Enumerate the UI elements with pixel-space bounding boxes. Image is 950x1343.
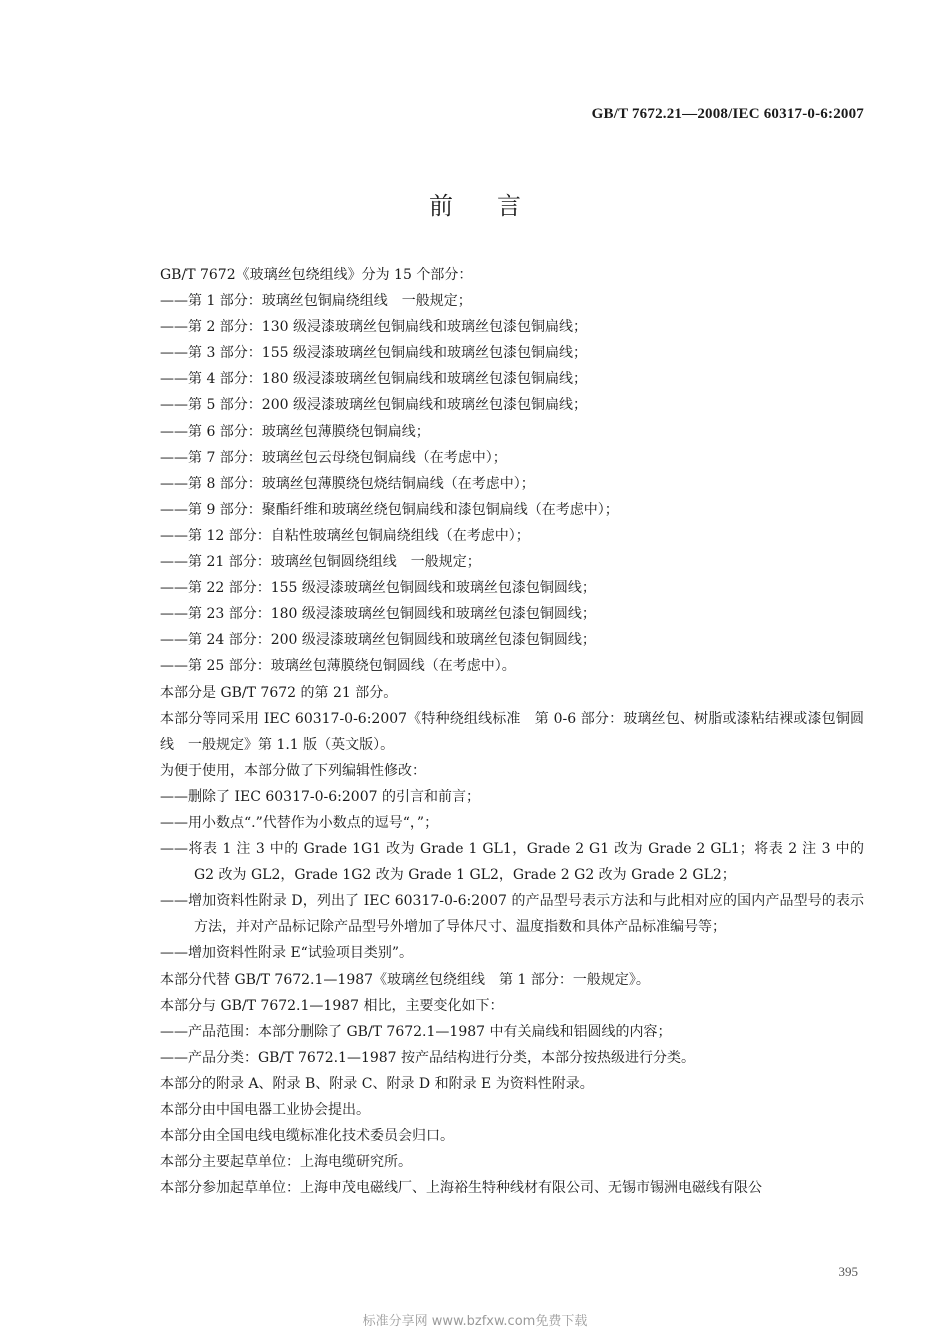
paragraph: 本部分的附录 A、附录 B、附录 C、附录 D 和附录 E 为资料性附录。: [160, 1075, 594, 1092]
list-item: ——删除了 IEC 60317-0-6:2007 的引言和前言；: [160, 788, 480, 805]
list-item: ——第 1 部分：玻璃丝包铜扁绕组线 一般规定；: [160, 293, 472, 310]
list-item: ——将表 1 注 3 中的 Grade 1G1 改为 Grade 1 GL1，Grade 2 G1 改为 Grade 2 GL1；将表 2 注 3 中的 G2 改为 GL2，Grade 1G2 改为 Grade 1 GL2，Grade 2 G2 改为 Grade 2 GL2；: [160, 841, 864, 884]
list-item: ——第 5 部分：200 级浸漆玻璃丝包铜扁线和玻璃丝包漆包铜扁线；: [160, 397, 587, 414]
list-item: ——第 7 部分：玻璃丝包云母绕包铜扁线（在考虑中）；: [160, 449, 507, 466]
paragraph: 为便于使用，本部分做了下列编辑性修改：: [160, 762, 426, 779]
paragraph: 本部分主要起草单位：上海电缆研究所。: [160, 1154, 412, 1171]
list-item: ——第 9 部分：聚酯纤维和玻璃丝绕包铜扁线和漆包铜扁线（在考虑中）；: [160, 501, 619, 518]
paragraph: 本部分是 GB/T 7672 的第 21 部分。: [160, 684, 398, 701]
list-item: ——第 3 部分：155 级浸漆玻璃丝包铜扁线和玻璃丝包漆包铜扁线；: [160, 345, 587, 362]
list-item: ——第 21 部分：玻璃丝包铜圆绕组线 一般规定；: [160, 554, 481, 571]
watermark: 标准分享网 www.bzfxw.com免费下载: [362, 1314, 588, 1329]
list-item: ——第 22 部分：155 级浸漆玻璃丝包铜圆线和玻璃丝包漆包铜圆线；: [160, 580, 596, 597]
paragraph: 本部分等同采用 IEC 60317-0-6:2007《特种绕组线标准 第 0-6 部分：玻璃丝包、树脂或漆粘结裸或漆包铜圆线 一般规定》第 1.1 版（英文版）。: [160, 710, 864, 753]
list-item: ——增加资料性附录 D，列出了 IEC 60317-0-6:2007 的产品型号表示方法和与此相对应的国内产品型号的表示方法，并对产品标记除产品型号外增加了导体尺寸、温度指数和具体产品标准编号等；: [160, 893, 864, 936]
paragraph: 本部分由中国电器工业协会提出。: [160, 1102, 370, 1118]
list-item: ——第 4 部分：180 级浸漆玻璃丝包铜扁线和玻璃丝包漆包铜扁线；: [160, 371, 587, 388]
paragraph: 本部分与 GB/T 7672.1—1987 相比，主要变化如下：: [160, 997, 504, 1014]
list-item: ——第 2 部分：130 级浸漆玻璃丝包铜扁线和玻璃丝包漆包铜扁线；: [160, 319, 587, 336]
intro-line: GB/T 7672《玻璃丝包绕组线》分为 15 个部分：: [160, 267, 473, 283]
page-title: 前言: [429, 192, 565, 220]
list-item: ——产品范围：本部分删除了 GB/T 7672.1—1987 中有关扁线和铝圆线的内容；: [160, 1023, 672, 1040]
paragraph: 本部分参加起草单位：上海申茂电磁线厂、上海裕生特种线材有限公司、无锡市锡洲电磁线有限公: [160, 1180, 762, 1197]
paragraph: 本部分代替 GB/T 7672.1—1987《玻璃丝包绕组线 第 1 部分：一般规定》。: [160, 971, 650, 988]
list-item: ——产品分类：GB/T 7672.1—1987 按产品结构进行分类，本部分按热级进行分类。: [160, 1049, 696, 1066]
list-item: ——用小数点“.”代替作为小数点的逗号“，”；: [160, 814, 439, 831]
list-item: ——第 12 部分：自粘性玻璃丝包铜扁绕组线（在考虑中）；: [160, 527, 530, 544]
list-item: ——第 25 部分：玻璃丝包薄膜绕包铜圆线（在考虑中）。: [160, 658, 516, 675]
standard-number-header: GB/T 7672.21—2008/IEC 60317-0-6:2007: [591, 106, 864, 122]
document-body: [160, 262, 864, 1201]
page-number: 395: [838, 1264, 858, 1279]
list-item: ——第 6 部分：玻璃丝包薄膜绕包铜扁线；: [160, 423, 430, 440]
list-item: ——增加资料性附录 E“试验项目类别”。: [160, 945, 413, 962]
list-item: ——第 8 部分：玻璃丝包薄膜绕包烧结铜扁线（在考虑中）；: [160, 475, 535, 492]
list-item: ——第 23 部分：180 级浸漆玻璃丝包铜圆线和玻璃丝包漆包铜圆线；: [160, 606, 596, 623]
paragraph: 本部分由全国电线电缆标准化技术委员会归口。: [160, 1128, 454, 1145]
list-item: ——第 24 部分：200 级浸漆玻璃丝包铜圆线和玻璃丝包漆包铜圆线；: [160, 632, 596, 649]
